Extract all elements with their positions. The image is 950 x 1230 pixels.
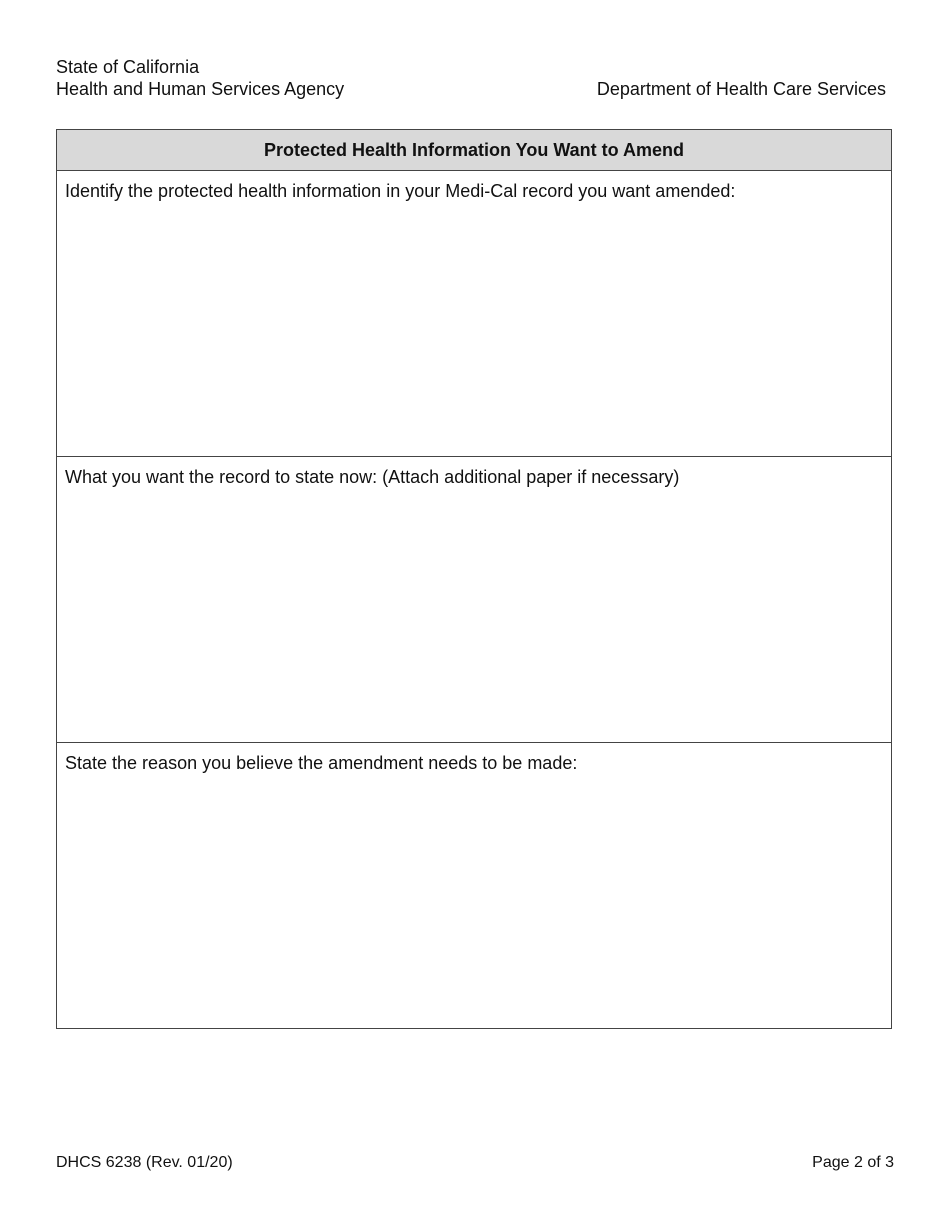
desired-record-prompt: What you want the record to state now: (Attach additional paper if necessary) bbox=[65, 467, 680, 487]
amendment-reason-input[interactable] bbox=[65, 780, 883, 1020]
agency-header bbox=[56, 56, 344, 100]
page-indicator: Page 2 of 3 bbox=[812, 1154, 894, 1171]
amendment-form-table bbox=[56, 129, 892, 1029]
agency-name: Health and Human Services Agency bbox=[56, 79, 345, 99]
department-name: Department of Health Care Services bbox=[596, 79, 886, 99]
form-number: DHCS 6238 (Rev. 01/20) bbox=[56, 1154, 233, 1171]
amendment-reason-prompt: State the reason you believe the amendment needs to be made: bbox=[65, 753, 578, 773]
phi-to-amend-input[interactable] bbox=[65, 208, 883, 448]
phi-to-amend-section bbox=[57, 171, 891, 457]
amendment-reason-section bbox=[57, 743, 891, 1029]
desired-record-section bbox=[57, 457, 891, 743]
desired-record-input[interactable] bbox=[65, 494, 883, 734]
state-name: State of California bbox=[56, 57, 200, 77]
form-section-title: Protected Health Information You Want to Amend bbox=[57, 130, 891, 171]
phi-to-amend-prompt: Identify the protected health information in your Medi-Cal record you want amended: bbox=[65, 181, 736, 201]
